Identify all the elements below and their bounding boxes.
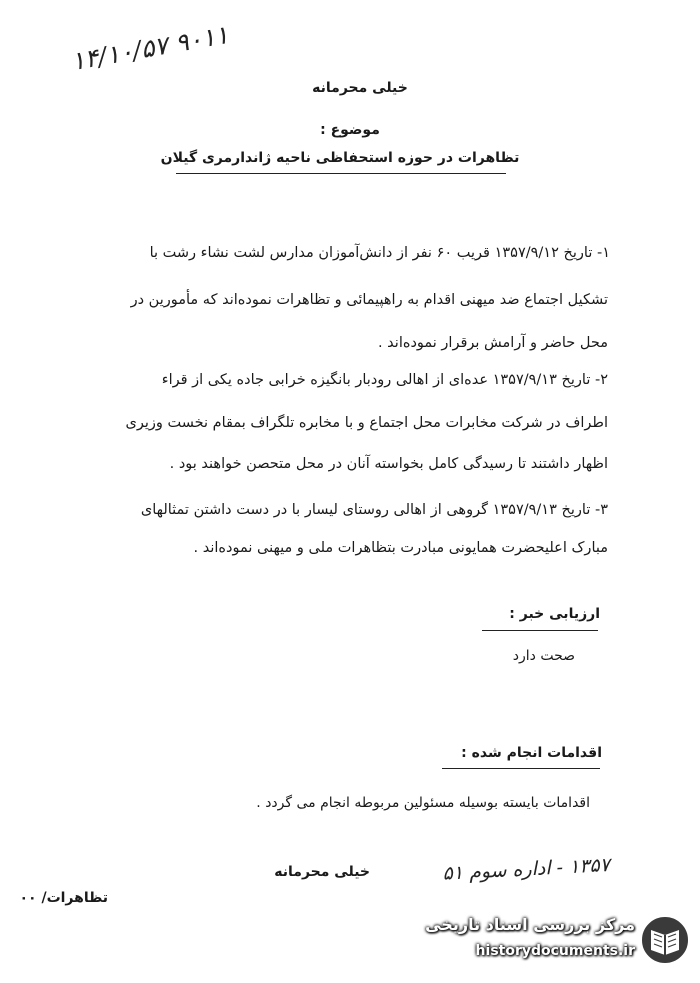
evaluation-underline (482, 630, 598, 631)
subject-label: موضوع : (320, 122, 380, 138)
actions-underline (442, 768, 600, 769)
archive-watermark (420, 910, 695, 975)
subject-title: تظاهرات در حوزه استحفاظی ناحیه ژاندارمری گیلان (160, 150, 520, 166)
body-line: ۳- تاریخ ۱۳۵۷/۹/۱۳ گروهی از اهالی روستای لیسار با در دست داشتن تمثالهای (140, 502, 608, 518)
body-line: اظهار داشتند تا رسیدگی کامل بخواسته آنان در محل متحصن خواهند بود . (169, 456, 608, 472)
body-line: اطراف در شرکت مخابرات محل اجتماع و با مخابره تلگراف بمقام نخست وزیری (125, 415, 608, 431)
body-line: مبارک اعلیحضرت همایونی مبادرت بتظاهرات ملی و میهنی نموده‌اند . (193, 540, 608, 556)
body-line: ۱- تاریخ ۱۳۵۷/۹/۱۲ قریب ۶۰ نفر از دانش‌آموزان مدارس لشت نشاء رشت با (149, 245, 610, 261)
evaluation-label: ارزیابی خبر : (509, 606, 600, 622)
file-reference: تظاهرات/ ۰۰ (19, 890, 108, 906)
handwritten-note-bottom: ۱۳۵۷ - اداره سوم ۵۱ (442, 853, 611, 885)
body-line: ۲- تاریخ ۱۳۵۷/۹/۱۳ عده‌ای از اهالی رودبار بانگیزه خرابی جاده یکی از قراء (161, 372, 608, 388)
actions-label: اقدامات انجام شده : (461, 745, 602, 761)
subject-underline (176, 173, 506, 174)
watermark-url: historydocuments.ir (475, 943, 635, 959)
classification-footer: خیلی محرمانه (274, 864, 370, 880)
actions-value: اقدامات بایسته بوسیله مسئولین مربوطه انجام می گردد . (256, 795, 590, 811)
watermark-title: مرکز بررسی اسناد تاریخی (425, 915, 635, 934)
body-line: تشکیل اجتماع ضد میهنی اقدام به راهپیمائی و تظاهرات نموده‌اند که مأمورین در (130, 292, 608, 308)
body-line: محل حاضر و آرامش برقرار نموده‌اند . (377, 335, 608, 351)
evaluation-value: صحت دارد (512, 648, 575, 664)
book-logo-icon (639, 914, 691, 966)
handwritten-note-top: ۱۴/۱۰/۵۷ ۹۰۱۱ (69, 19, 231, 77)
classification-header: خیلی محرمانه (312, 80, 408, 96)
